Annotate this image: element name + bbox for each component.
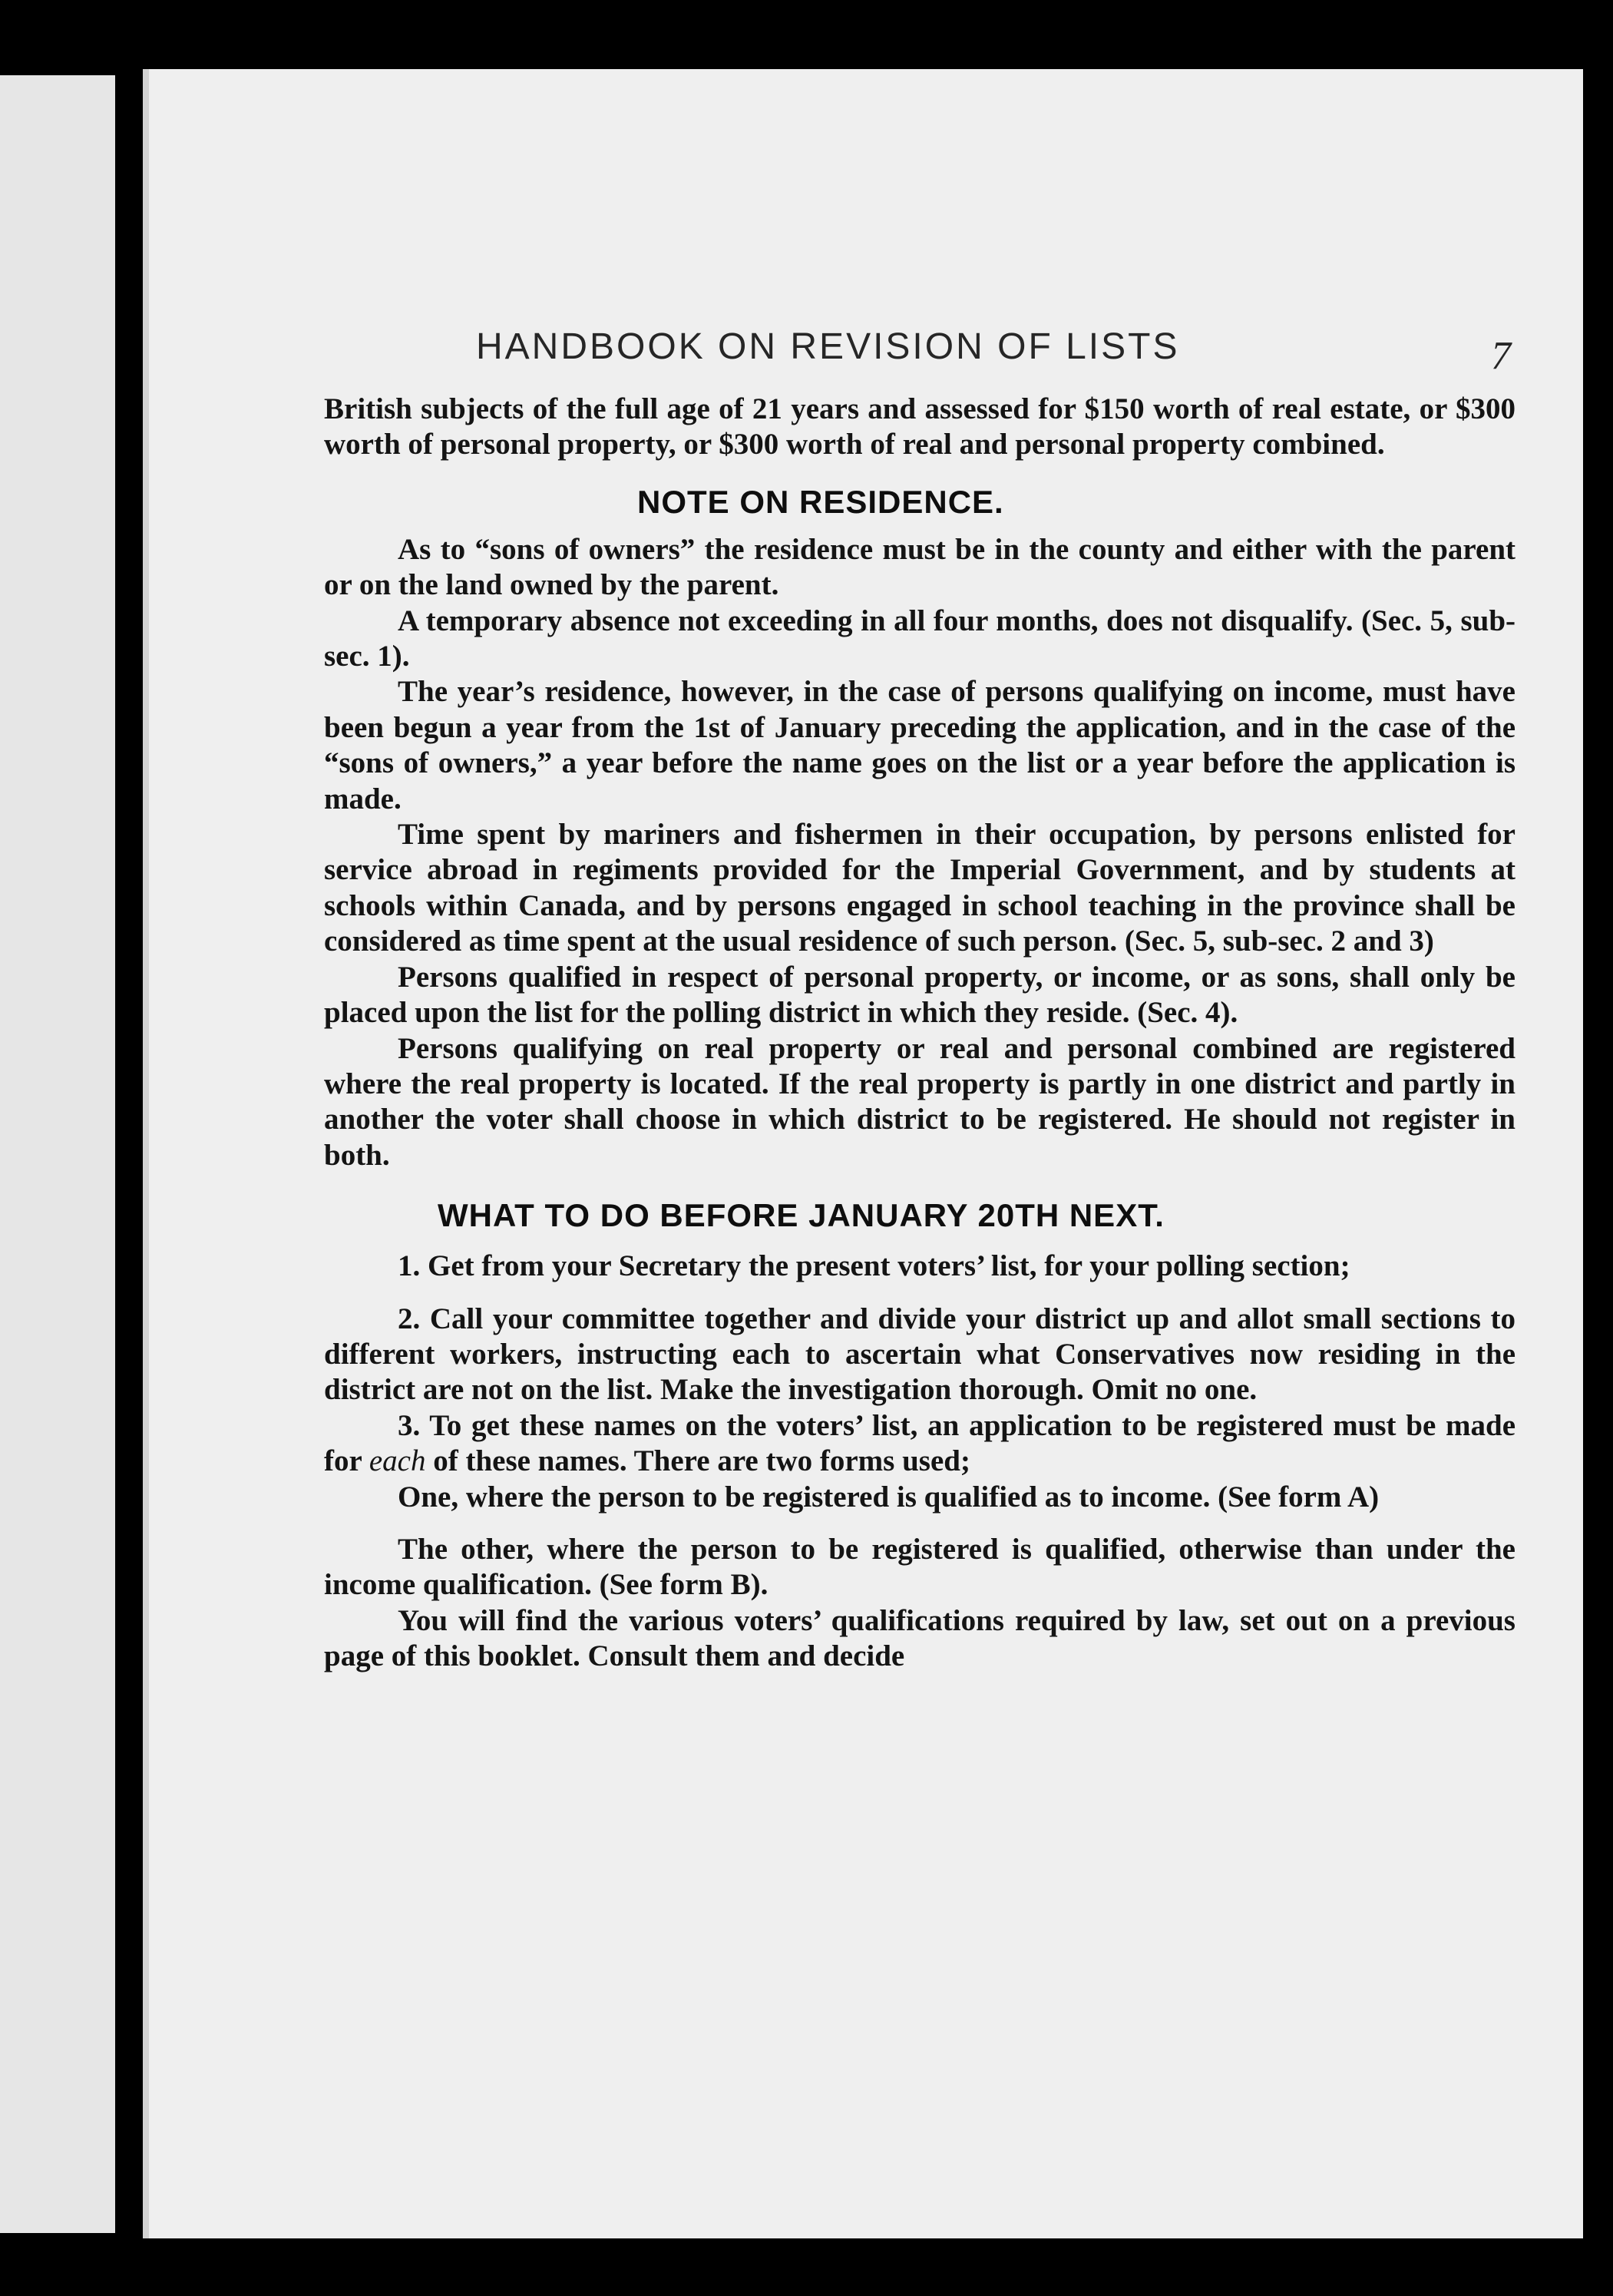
step-1-paragraph: 1. Get from your Secretary the present voters’ list, for your polling section; xyxy=(398,1249,1350,1283)
page-body xyxy=(324,392,1515,1675)
step-3-text-start: 3. To get these names on the voters’ list, an application to be registered must be made for xyxy=(324,1408,1515,1478)
residence-paragraph: A temporary absence not exceeding in all four months, does not disqualify. (Sec. 5, sub-sec. 1). xyxy=(324,604,1515,673)
residence-paragraph: Time spent by mariners and fishermen in their occupation, by persons enlisted for service abroad in regiments provided for the Imperial Government, and by students at schools within Canada, and by persons engaged in school teaching in the province shall be considered as time spent at the usual residence of such person. (Sec. 5, sub-sec. 2 and 3) xyxy=(324,818,1515,958)
step-2-paragraph: 2. Call your committee together and divide your district up and allot small sections to different workers, instructing each to ascertain what Conservatives now residing in the district are not on the list. Make the investigation thorough. Omit no one. xyxy=(324,1302,1515,1407)
intro-paragraph: British subjects of the full age of 21 years and assessed for $150 worth of real estate, or $300 worth of personal property, or $300 worth of real and personal property combined. xyxy=(324,392,1515,462)
step-3-text-end: of these names. There are two forms used; xyxy=(425,1444,970,1478)
section-heading-january: WHAT TO DO BEFORE JANUARY 20TH NEXT. xyxy=(438,1197,1165,1234)
residence-paragraph: Persons qualifying on real property or real and personal combined are registered where the real property is located. If the real property is partly in one district and partly in another the voter shall choose in which district to be registered. He should not register in both. xyxy=(324,1031,1515,1172)
step-3-paragraph xyxy=(324,1408,1515,1480)
book-page xyxy=(143,69,1583,2238)
residence-paragraph: Persons qualified in respect of personal property, or income, or as sons, shall only be placed upon the list for the polling district in which they reside. (Sec. 4). xyxy=(324,960,1515,1030)
section-heading-residence: NOTE ON RESIDENCE. xyxy=(637,483,1004,520)
qualifications-paragraph: You will find the various voters’ qualifications required by law, set out on a previous page of this booklet. Consult them and decide xyxy=(324,1603,1515,1673)
running-header: HANDBOOK ON REVISION OF LISTS xyxy=(476,326,1180,367)
facing-page-edge xyxy=(0,75,115,2233)
step-3-emphasis: each xyxy=(369,1444,426,1478)
form-b-paragraph: The other, where the person to be registered is qualified, otherwise than under the income qualification. (See form B). xyxy=(324,1532,1515,1602)
residence-paragraph: As to “sons of owners” the residence must be in the county and either with the parent or on the land owned by the parent. xyxy=(324,532,1515,602)
residence-paragraph: The year’s residence, however, in the case of persons qualifying on income, must have been begun a year from the 1st of January preceding the application, and in the case of the “sons of owners,” a year before the name goes on the list or a year before the application is made. xyxy=(324,675,1515,816)
page-number: 7 xyxy=(1491,334,1511,378)
form-a-paragraph: One, where the person to be registered is qualified as to income. (See form A) xyxy=(398,1480,1380,1514)
